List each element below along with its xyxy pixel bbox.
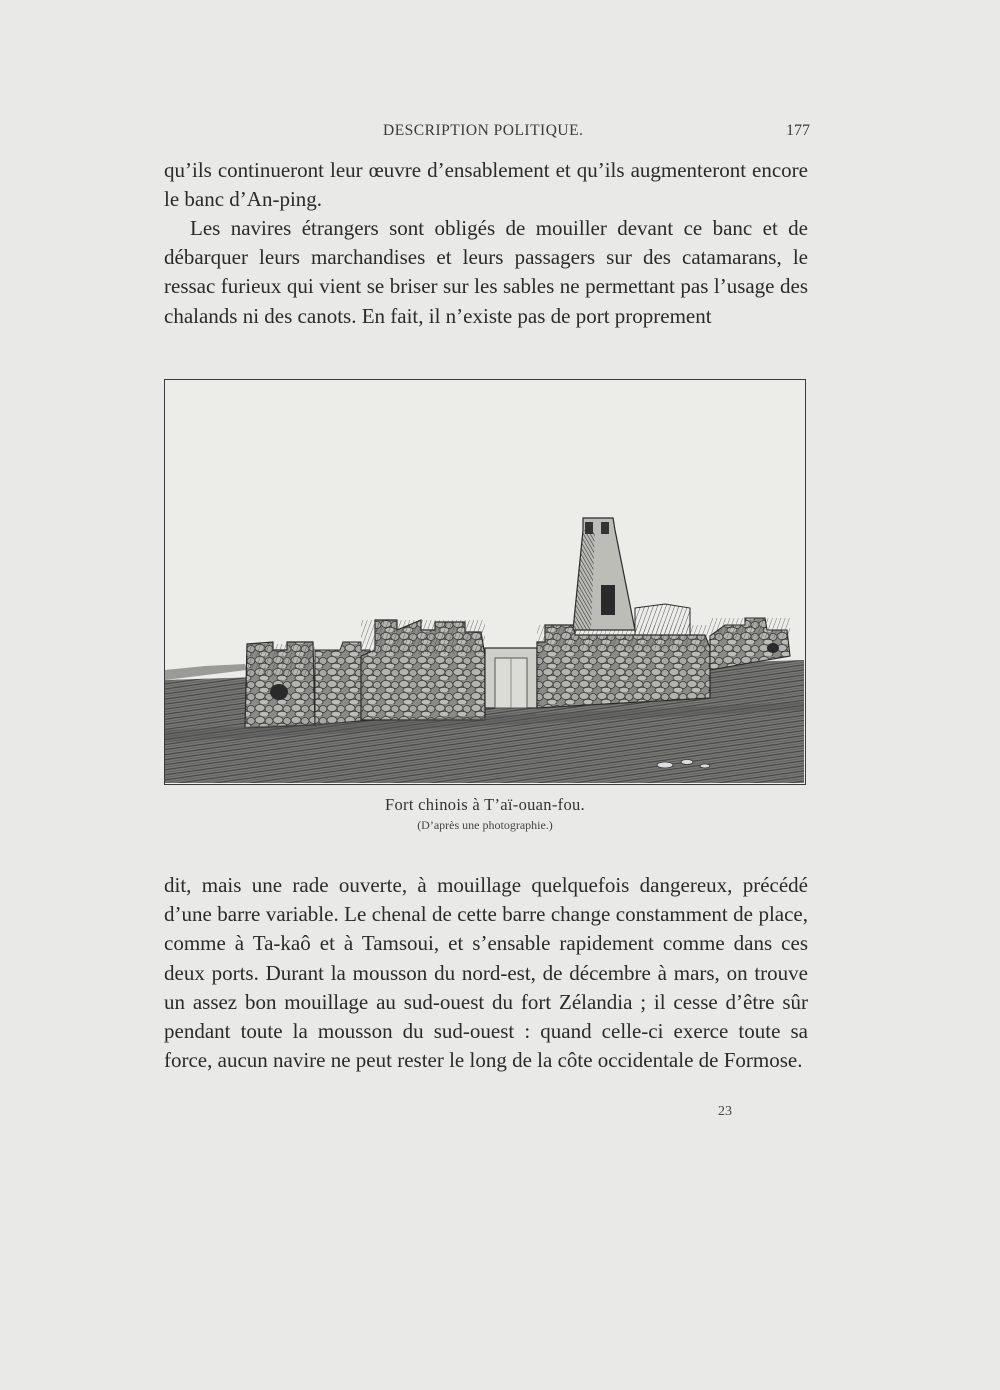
paragraph: Les navires étrangers sont obligés de mouiller devant ce banc et de débarquer leurs marchandises et leurs passagers sur des catamarans, le ressac furieux qui vient se briser sur les sables ne permettant pas l’usage des chalands ni des canots. En fait, il n’existe pas de port proprement (164, 216, 808, 328)
signature-mark: 23 (718, 1104, 732, 1119)
paragraph: dit, mais une rade ouverte, à mouillage quelquefois dangereux, précédé d’une barre variable. Le chenal de cette barre change constamment de place, comme à Ta-kaô et à Tamsoui, et s’ensable rapidement comme dans ces deux ports. Durant la mousson du nord-est, de décembre à mars, on trouve un assez bon mouillage au sud-ouest du fort Zélandia ; il cesse d’être sûr pendant toute la mousson du sud-ouest : quand celle-ci exerce toute sa force, aucun navire ne peut rester le long de la côte occidentale de Formose. (164, 873, 808, 1073)
paragraph-continued: qu’ils continueront leur œuvre d’ensablement et qu’ils augmenteront encore le banc d’An-ping. (164, 158, 808, 212)
figure-credit: (D’après une photographie.) (417, 818, 553, 832)
figure-caption: Fort chinois à T’aï-ouan-fou. (385, 795, 585, 814)
page-number: 177 (786, 122, 810, 139)
fort-illustration (165, 380, 804, 783)
running-head: DESCRIPTION POLITIQUE. (383, 122, 584, 139)
fort-engraving (164, 379, 806, 785)
